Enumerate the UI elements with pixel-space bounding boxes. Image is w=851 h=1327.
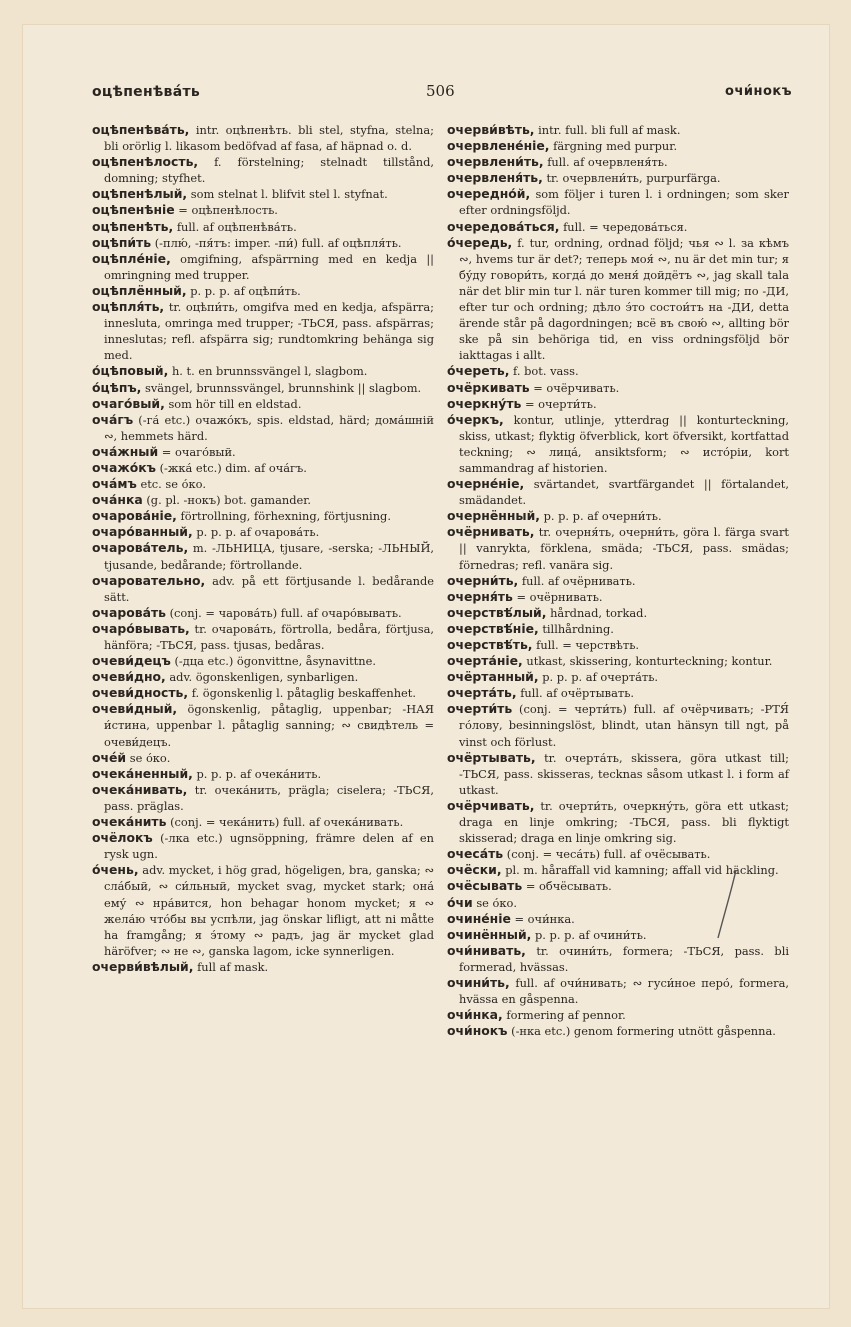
- entry-definition: tr. очека́нить, prägla; ciselera; -ТЬСЯ, pass. präglas.: [104, 782, 434, 813]
- header-left-word: оцѣпенѣва́ть: [92, 84, 201, 100]
- entry-headword: очерствѣ́ніе,: [447, 620, 539, 636]
- entry-definition: tr. очарова́ть, förtrolla, bedåra, förtjusa, hänföra; -ТЬСЯ, pass. tjusas, bedåras.: [104, 621, 435, 652]
- entry-headword: очерта́ніе,: [447, 653, 523, 669]
- entry-definition: f. tur, ordning, ordnad följd; чья ∾ l. за кѣмъ ∾, hvems tur är det?; теперь моя́ ∾, nu är det min tur; я бу́ду говори́ть, когда́ до меня́ дойдётъ ∾, jag skall tala när det blir min tur l. när turen kommer till mig; по -ДИ, efter tur och ordning; дѣло э́то состои́тъ на -ДИ, detta ärende står på dagordningen; всё въ свою́ ∾, allting bör ske på sin behöriga tid, en viss ordningsföljd bör iakttagas i allt.: [459, 235, 790, 363]
- entry-headword: очерня́ть: [447, 588, 513, 604]
- entry-definition: som stelnat l. blifvit stel l. styfnat.: [190, 187, 388, 202]
- entry-headword: очерни́ть,: [447, 572, 519, 588]
- entry-definition: utkast, skissering, konturteckning; kontur.: [526, 654, 773, 669]
- entry-definition: adv. på ett förtjusande l. bedårande sätt.: [104, 573, 434, 604]
- entry-definition: adv. mycket, i hög grad, högeligen, bra, ganska; ∾ сла́бый, ∾ си́льный, mycket svag, mycket stark; она́ ему́ ∾ нра́вится, hon behagar honom mycket; я ∾ жела́ю что́бы вы успѣли, jag önskar lifligt, att ni måtte ha framgång; я э́тому ∾ радъ, jag är mycket glad häröfver; ∾ не ∾, ganska lagom, icke synnerligen.: [104, 863, 434, 958]
- entry-headword: оцѣпенѣва́ть,: [92, 122, 190, 137]
- entry-definition: (-плю́, -пя́тъ: imper. -пи́) full. af оцѣпля́ть.: [154, 235, 402, 250]
- entry-definition: intr. full. bli full af mask.: [538, 123, 681, 137]
- entry-headword: очёркивать: [447, 379, 530, 395]
- dictionary-entry: [447, 669, 789, 685]
- dictionary-entry: [92, 122, 434, 154]
- dictionary-entry: [447, 637, 789, 653]
- entry-headword: оча́жный: [92, 443, 159, 459]
- dictionary-entry: [92, 363, 434, 379]
- entry-definition: f. ögonskenlig l. påtaglig beskaffenhet.: [191, 686, 416, 701]
- pencil-mark: [712, 868, 742, 948]
- entry-definition: p. p. p. af очини́ть.: [535, 927, 647, 942]
- entry-definition: formering af pennor.: [506, 1008, 626, 1023]
- entry-headword: очерствѣ́лый,: [447, 604, 547, 620]
- dictionary-entry: [447, 363, 789, 379]
- dictionary-entry: [92, 235, 434, 251]
- dictionary-entry: [92, 396, 434, 412]
- dictionary-entry: [92, 251, 434, 283]
- page-number: 506: [426, 82, 455, 100]
- dictionary-entry: [447, 589, 789, 605]
- entry-headword: оча́гъ: [92, 411, 134, 427]
- entry-definition: som hör till en eldstad.: [168, 396, 302, 411]
- dictionary-entry: [447, 975, 789, 1007]
- entry-definition: full. af оцѣпенѣва́ть.: [176, 219, 297, 234]
- entry-headword: очередно́й,: [447, 186, 531, 202]
- dictionary-entry: [92, 573, 434, 605]
- entry-headword: очеви́дно,: [92, 669, 166, 685]
- entry-definition: tr. оцѣпи́ть, omgifva med en kedja, afspärra; innesluta, omringa med trupper; -ТЬСЯ, pass. afspärras; inneslutas; refl. afspärra sig; rundtomkring behänga sig med.: [104, 300, 434, 363]
- dictionary-entry: [447, 138, 789, 154]
- entry-headword: очёлокъ: [92, 830, 153, 846]
- entry-headword: о́чи: [447, 894, 473, 910]
- entry-headword: очёртывать,: [447, 749, 536, 765]
- entry-headword: очерта́ть,: [447, 685, 517, 701]
- entry-headword: очередова́ться,: [447, 218, 560, 234]
- dictionary-entry: [447, 380, 789, 396]
- entry-definition: (conj. = черти́ть) full. af очёрчивать; -РТЯ́ го́лову, besinningslöst, blindt, utan hänsyn till ngt, på vinst och förlust.: [459, 702, 789, 749]
- entry-definition: intr. оцѣпенѣть. bli stel, styfna, stelna; bli orörlig l. likasom bedöfvad af fasa, af häpnad o. d.: [104, 123, 434, 154]
- entry-headword: очека́нить: [92, 814, 167, 830]
- entry-definition: p. p. p. af очека́нить.: [196, 766, 322, 781]
- entry-definition: (-га́ etc.) очажо́къ, spis. eldstad, härd; дома́шній ∾, hemmets härd.: [104, 412, 434, 443]
- dictionary-entry: [92, 476, 434, 492]
- dictionary-entry: [447, 508, 789, 524]
- entry-definition: förtrollning, förhexning, förtjusning.: [180, 509, 391, 524]
- entry-definition: (conj. = чеса́ть) full. af очёсывать.: [506, 847, 711, 862]
- entry-headword: оцѣпенѣлый,: [92, 186, 188, 202]
- entry-headword: очи́нокъ: [447, 1023, 508, 1039]
- entry-headword: очёсывать: [447, 878, 523, 894]
- entry-definition: som följer i turen l. i ordningen; som sker efter ordningsföljd.: [459, 187, 789, 218]
- dictionary-entry: [92, 492, 434, 508]
- entry-headword: очинённый,: [447, 926, 532, 942]
- entry-definition: etc. se о́ко.: [140, 477, 207, 492]
- dictionary-entry: [92, 524, 434, 540]
- entry-definition: m. -ЛЬНИЦА, tjusare, -serska; -ЛЬНЫЙ, tjusande, bedårande; förtrollande.: [104, 541, 435, 572]
- entry-definition: tr. очерти́ть, очеркну́ть, göra ett utkast; draga en linje omkring; -ТЬСЯ, pass. bli flyktigt skisserad; draga en linje omkring sig.: [459, 798, 789, 846]
- dictionary-entry: [92, 154, 434, 186]
- entry-headword: о́черкъ,: [447, 411, 504, 427]
- entry-definition: full. af очи́нивать; ∾ гуси́ное перо́, formera, hvässa en gåspenna.: [459, 975, 790, 1007]
- entry-definition: tr. очервлени́ть, purpurfärga.: [546, 171, 721, 186]
- entry-headword: очеви́дный,: [92, 701, 178, 717]
- entry-headword: очеркну́ть: [447, 395, 522, 411]
- entry-definition: tillhårdning.: [542, 621, 614, 636]
- dictionary-entry: [447, 235, 789, 364]
- dictionary-entry: [92, 621, 434, 653]
- dictionary-entry: [447, 701, 789, 749]
- dictionary-entry: [447, 186, 789, 218]
- dictionary-entry: [92, 830, 434, 862]
- entry-definition: p. p. p. af очарова́ть.: [196, 525, 320, 540]
- dictionary-entry: [92, 862, 434, 959]
- entry-headword: очерви́вѣть,: [447, 122, 535, 137]
- entry-definition: (conj. = чарова́ть) full. af очаро́вывать.: [169, 605, 402, 620]
- entry-headword: очаго́вый,: [92, 395, 165, 411]
- entry-definition: = очаго́вый.: [161, 444, 236, 459]
- entry-definition: adv. ögonskenligen, synbarligen.: [169, 670, 359, 685]
- dictionary-entry: [447, 396, 789, 412]
- dictionary-entry: [92, 412, 434, 444]
- entry-headword: очеса́ть: [447, 846, 504, 862]
- entry-definition: = очёрчивать.: [533, 380, 620, 395]
- entry-headword: очернённый,: [447, 508, 540, 524]
- entry-definition: svärtandet, svartfärgandet || förtalandet, smädandet.: [459, 477, 790, 508]
- dictionary-entry: [447, 524, 789, 572]
- dictionary-entry: [447, 685, 789, 701]
- entry-headword: очаро́вывать,: [92, 620, 190, 636]
- entry-headword: оцѣпенѣть,: [92, 218, 174, 234]
- dictionary-entry: [92, 685, 434, 701]
- entry-definition: ögonskenlig, påtaglig, uppenbar; -НАЯ и́стина, uppenbar l. påtaglig sanning; ∾ свидѣтель = очеви́децъ.: [104, 702, 434, 749]
- dictionary-entry: [447, 621, 789, 637]
- dictionary-entry: [447, 154, 789, 170]
- dictionary-entry: [92, 669, 434, 685]
- entry-definition: full. = чередова́ться.: [563, 219, 688, 234]
- entry-definition: = очи́нка.: [514, 911, 575, 926]
- entry-headword: очерствѣ́ть,: [447, 637, 533, 652]
- dictionary-entry: [447, 750, 789, 798]
- entry-definition: p. p. p. af очерта́ть.: [542, 670, 659, 685]
- entry-definition: f. bot. vass.: [513, 364, 579, 379]
- entry-definition: svängel, brunnssvängel, brunnshink || slagbom.: [145, 380, 422, 395]
- entry-definition: omgifning, afspärrning med en kedja || omringning med trupper.: [104, 251, 435, 282]
- entry-definition: tr. очини́ть, formera; -ТЬСЯ, pass. bli formerad, hvässas.: [459, 943, 790, 974]
- entry-definition: full. af очёрнивать.: [521, 573, 636, 588]
- entry-headword: очáмъ: [92, 476, 137, 492]
- entry-headword: о́чередь,: [447, 234, 513, 250]
- entry-definition: full. = черствѣть.: [536, 638, 640, 652]
- entry-headword: очека́нивать,: [92, 781, 188, 797]
- entry-headword: оцѣплённый,: [92, 282, 187, 298]
- dictionary-entry: [92, 605, 434, 621]
- entry-headword: очервленя́ть,: [447, 170, 543, 186]
- entry-headword: очервлени́ть,: [447, 154, 544, 170]
- dictionary-entry: [92, 540, 434, 572]
- page-header: [92, 84, 792, 106]
- entry-headword: очерти́ть: [447, 701, 513, 717]
- dictionary-entry: [447, 476, 789, 508]
- entry-headword: очине́ніе: [447, 910, 511, 926]
- dictionary-entry: [92, 460, 434, 476]
- entry-definition: (conj. = чека́нить) full. af очека́нивать.: [170, 815, 404, 830]
- dictionary-entry: [92, 299, 434, 363]
- entry-headword: очи́нка,: [447, 1007, 503, 1023]
- entry-headword: очеви́дность,: [92, 685, 189, 701]
- entry-headword: очека́ненный,: [92, 765, 193, 781]
- entry-definition: full. af очервленя́ть.: [547, 155, 668, 170]
- entry-headword: очéй: [92, 749, 127, 765]
- entry-headword: очини́ть,: [447, 974, 510, 990]
- dictionary-entry: [447, 122, 789, 138]
- dictionary-entry: [92, 283, 434, 299]
- entry-headword: очарова́ніе,: [92, 508, 177, 524]
- entry-headword: о́чень,: [92, 862, 139, 878]
- entry-definition: tr. очерня́ть, очерни́ть, göra l. färga svart || vanrykta, förklena, smäda; -ТЬСЯ, pass. smädas; förnedras; refl. vanära sig.: [459, 525, 789, 572]
- entry-headword: очажо́къ: [92, 459, 156, 475]
- entry-definition: p. p. p. af очерни́ть.: [543, 509, 662, 524]
- dictionary-entry: [447, 219, 789, 235]
- entry-definition: h. t. en brunnssvängel l, slagbom.: [171, 364, 368, 379]
- entry-definition: (g. pl. -нокъ) bot. gamander.: [146, 493, 312, 508]
- dictionary-entry: [447, 798, 789, 846]
- entry-headword: очерви́вѣлый,: [92, 958, 194, 974]
- entry-definition: (-жка́ etc.) dim. af оча́гъ.: [159, 460, 307, 475]
- dictionary-entry: [92, 444, 434, 460]
- entry-headword: очеви́децъ: [92, 653, 171, 669]
- dictionary-entry: [92, 186, 434, 202]
- entry-headword: очервлене́ніе,: [447, 138, 550, 154]
- dictionary-entry: [92, 814, 434, 830]
- entry-headword: оцѣпи́ть: [92, 234, 152, 250]
- entry-definition: (-дца etc.) ögonvittne, åsynavittne.: [174, 654, 376, 669]
- entry-headword: очарова́тель,: [92, 540, 189, 556]
- entry-definition: se о́ко.: [476, 895, 517, 910]
- entry-definition: full. af очёртывать.: [520, 686, 635, 701]
- entry-headword: о́цѣповый,: [92, 363, 169, 379]
- dictionary-entry: [447, 1007, 789, 1023]
- entry-headword: о́череть,: [447, 363, 510, 379]
- entry-definition: se о́ко.: [129, 750, 171, 765]
- dictionary-entry: [447, 605, 789, 621]
- entry-definition: hårdnad, torkad.: [550, 605, 648, 620]
- dictionary-entry: [92, 782, 434, 814]
- entry-headword: очи́нивать,: [447, 942, 526, 958]
- dictionary-entry: [92, 653, 434, 669]
- entry-headword: оча́нка: [92, 492, 143, 508]
- entry-headword: оцѣпенѣлость,: [92, 154, 199, 170]
- dictionary-entry: [92, 959, 434, 975]
- dictionary-entry: [447, 412, 789, 476]
- entry-headword: о́цѣпъ,: [92, 379, 142, 395]
- entry-headword: очёски,: [447, 862, 502, 878]
- dictionary-entry: [92, 380, 434, 396]
- entry-definition: = очёрнивать.: [516, 589, 603, 604]
- entry-headword: оцѣпенѣніе: [92, 202, 175, 218]
- header-right-word: очи́нокъ: [725, 84, 792, 99]
- dictionary-entry: [92, 508, 434, 524]
- entry-headword: очерне́ніе,: [447, 476, 525, 492]
- dictionary-entry: [92, 750, 434, 766]
- dictionary-entry: [92, 766, 434, 782]
- entry-definition: p. p. p. af оцѣпи́ть.: [190, 283, 301, 298]
- entry-headword: очёрнивать,: [447, 524, 535, 540]
- entry-headword: оцѣпля́ть,: [92, 299, 165, 315]
- entry-definition: (-лка etc.) ugnsöppning, främre delen af en rysk ugn.: [104, 831, 435, 862]
- entry-definition: pl. m. håraffall vid kamning; affall vid häckling.: [505, 863, 779, 878]
- entry-headword: очаро́ванный,: [92, 524, 193, 540]
- entry-definition: färgning med purpur.: [553, 139, 678, 154]
- entry-headword: очаровательно,: [92, 572, 206, 588]
- entry-headword: очарова́ть: [92, 604, 166, 620]
- dictionary-entry: [92, 219, 434, 235]
- entry-definition: = обчёсывать.: [525, 879, 612, 894]
- dictionary-entry: [447, 653, 789, 669]
- dictionary-entry: [447, 170, 789, 186]
- entry-definition: f. förstelning; stelnadt tillstånd, domning; styfhet.: [104, 155, 434, 186]
- entry-definition: tr. очерта́ть, skissera, göra utkast till; -ТЬСЯ, pass. skisseras, tecknas såsom utkast l. i form af utkast.: [459, 750, 790, 797]
- entry-headword: оцѣпле́ніе,: [92, 250, 171, 266]
- entry-definition: kontur, utlinje, ytterdrag || konturteckning, skiss, utkast; flyktig öfverblick, kort öfversikt, kortfattad teckning; ∾ лица́, ansiktsform; ∾ исто́ріи, kort sammandrag af historien.: [459, 412, 789, 475]
- left-column: [92, 122, 434, 975]
- entry-definition: = оцѣпенѣлость.: [178, 203, 278, 218]
- dictionary-entry: [447, 573, 789, 589]
- entry-definition: (-нка etc.) genom formering utnött gåspenna.: [511, 1024, 776, 1039]
- dictionary-entry: [92, 202, 434, 218]
- entry-definition: full af mask.: [197, 959, 269, 974]
- entry-definition: = очерти́ть.: [524, 396, 597, 411]
- entry-headword: очёртанный,: [447, 669, 539, 685]
- entry-headword: очёрчивать,: [447, 797, 535, 813]
- dictionary-entry: [447, 1023, 789, 1039]
- dictionary-entry: [447, 846, 789, 862]
- dictionary-entry: [92, 701, 434, 749]
